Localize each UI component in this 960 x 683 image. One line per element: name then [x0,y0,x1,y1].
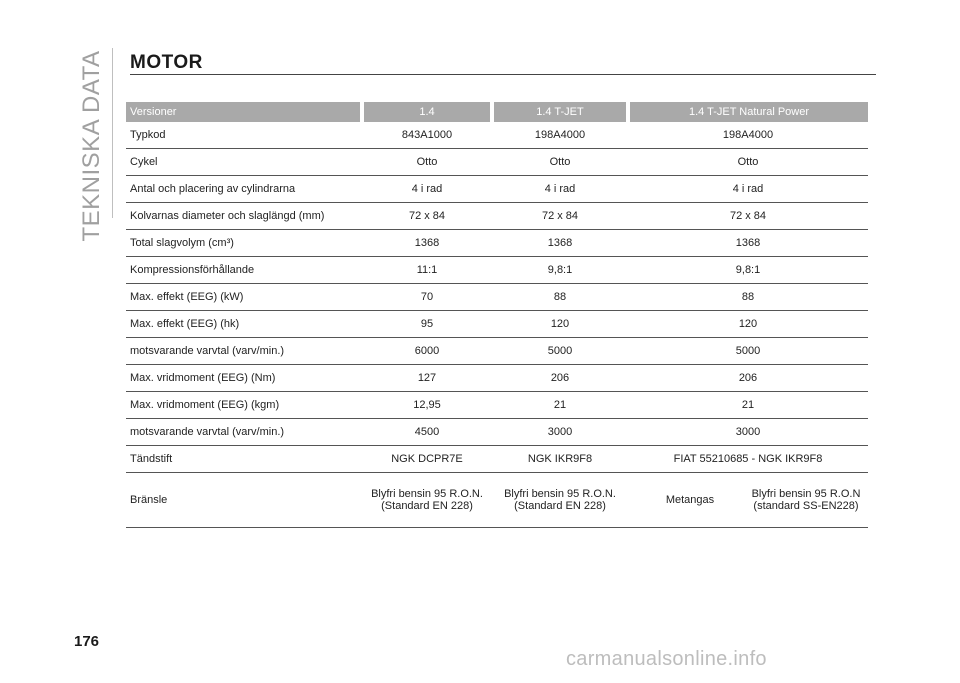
row-value: 72 x 84 [492,203,628,230]
row-value: 206 [628,365,868,392]
page-number: 176 [74,633,100,650]
row-value: 88 [628,284,868,311]
row-value: 5000 [628,338,868,365]
table-row [126,446,868,473]
header-1-4: 1.4 [362,102,492,122]
fuel-natural-power-petrol: Blyfri bensin 95 R.O.N (standard SS-EN228) [751,488,861,512]
table-row [126,365,868,392]
row-value: 95 [362,311,492,338]
table-header-row [126,102,868,122]
table-row [126,230,868,257]
row-value: 4 i rad [362,176,492,203]
heading-divider [130,74,876,75]
row-value: FIAT 55210685 - NGK IKR9F8 [628,446,868,473]
row-value: 70 [362,284,492,311]
row-value: 3000 [628,419,868,446]
row-value: NGK IKR9F8 [492,446,628,473]
table-row [126,392,868,419]
row-label: motsvarande varvtal (varv/min.) [126,419,362,446]
row-label: Max. vridmoment (EEG) (Nm) [126,365,362,392]
fuel-1-4: Blyfri bensin 95 R.O.N. (Standard EN 228) [362,473,492,528]
row-value: 9,8:1 [492,257,628,284]
row-label: Antal och placering av cylindrarna [126,176,362,203]
row-value: 843A1000 [362,122,492,149]
row-label: Max. vridmoment (EEG) (kgm) [126,392,362,419]
row-value: 1368 [362,230,492,257]
row-value: 206 [492,365,628,392]
header-1-4-tjet: 1.4 T-JET [492,102,628,122]
table-row [126,338,868,365]
row-value: 21 [628,392,868,419]
row-value: 1368 [628,230,868,257]
row-value: 88 [492,284,628,311]
header-1-4-tjet-natural-power: 1.4 T-JET Natural Power [628,102,868,122]
watermark: carmanualsonline.info [566,648,767,670]
row-value: 3000 [492,419,628,446]
row-label: Kolvarnas diameter och slaglängd (mm) [126,203,362,230]
page-heading: MOTOR [130,52,203,73]
row-value: 4 i rad [492,176,628,203]
row-label: Typkod [126,122,362,149]
row-value: 1368 [492,230,628,257]
table-row [126,203,868,230]
row-value: 198A4000 [628,122,868,149]
row-label: motsvarande varvtal (varv/min.) [126,338,362,365]
fuel-natural-power [628,473,868,528]
side-divider [112,48,113,218]
row-label: Bränsle [126,473,362,528]
fuel-natural-power-gas: Metangas [665,494,715,506]
row-value: Otto [362,149,492,176]
table-row [126,284,868,311]
row-value: 120 [492,311,628,338]
table-row [126,122,868,149]
row-value: Otto [628,149,868,176]
row-label: Cykel [126,149,362,176]
table-row [126,257,868,284]
row-value: 4 i rad [628,176,868,203]
row-value: 72 x 84 [362,203,492,230]
row-value: Otto [492,149,628,176]
table-row [126,419,868,446]
row-value: 12,95 [362,392,492,419]
table-row [126,176,868,203]
section-side-title: TEKNISKA DATA [78,50,105,242]
table-row-fuel [126,473,868,528]
row-value: 5000 [492,338,628,365]
row-label: Kompressionsförhållande [126,257,362,284]
row-value: 21 [492,392,628,419]
row-value: 9,8:1 [628,257,868,284]
row-value: 11:1 [362,257,492,284]
engine-spec-table [126,102,868,528]
table-row [126,311,868,338]
table-row [126,149,868,176]
row-label: Total slagvolym (cm³) [126,230,362,257]
row-value: 4500 [362,419,492,446]
fuel-1-4-tjet: Blyfri bensin 95 R.O.N. (Standard EN 228) [492,473,628,528]
row-label: Max. effekt (EEG) (kW) [126,284,362,311]
row-value: 72 x 84 [628,203,868,230]
header-versions: Versioner [126,102,362,122]
row-value: 120 [628,311,868,338]
row-value: 198A4000 [492,122,628,149]
row-label: Max. effekt (EEG) (hk) [126,311,362,338]
row-label: Tändstift [126,446,362,473]
row-value: NGK DCPR7E [362,446,492,473]
row-value: 6000 [362,338,492,365]
row-value: 127 [362,365,492,392]
